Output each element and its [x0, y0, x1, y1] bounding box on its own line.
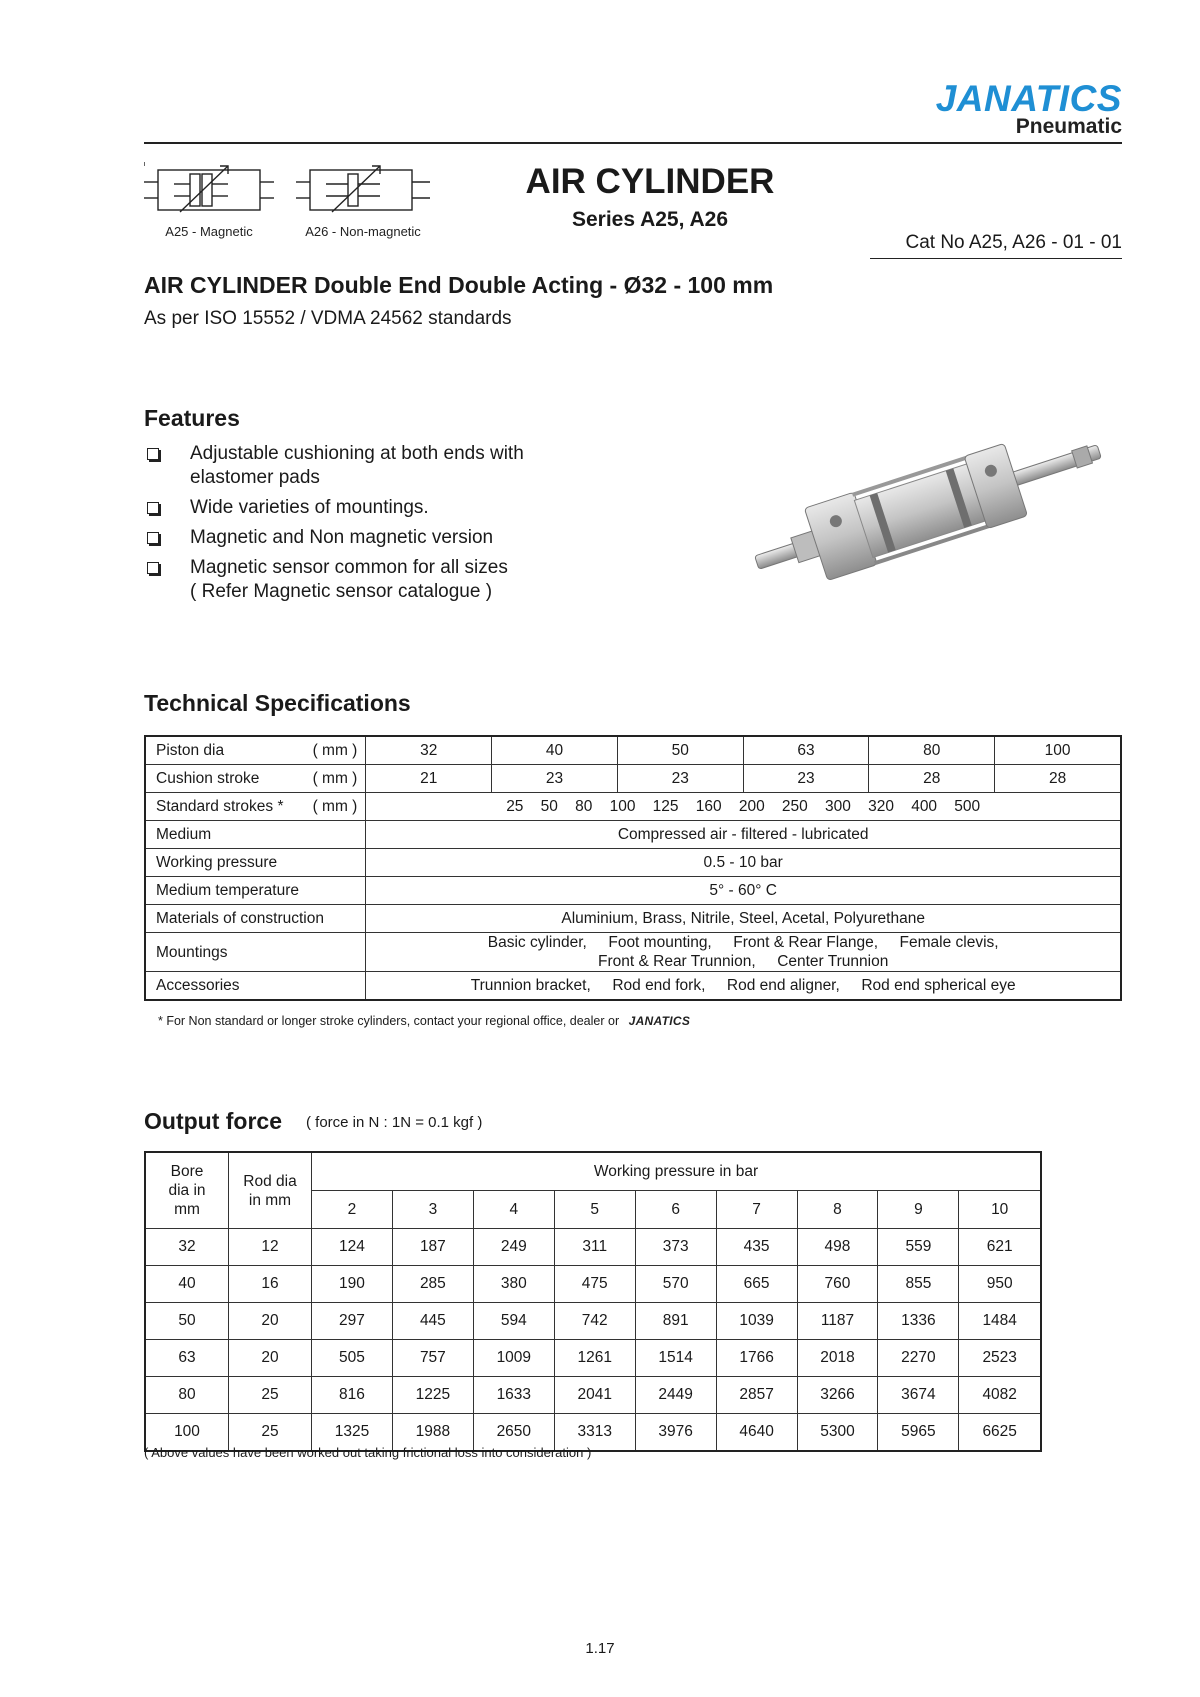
table-cell: 23 — [743, 765, 869, 793]
checkbox-bullet-icon — [147, 502, 159, 514]
spec-footnote — [158, 1014, 690, 1028]
table-cell: 100 — [995, 736, 1121, 765]
force-cell: 3313 — [554, 1414, 635, 1452]
table-cell: 32 — [366, 736, 492, 765]
table-row — [145, 1340, 1041, 1377]
rod-cell: 20 — [229, 1303, 312, 1340]
force-cell: 1336 — [878, 1303, 959, 1340]
output-force-unit-note: ( force in N : 1N = 0.1 kgf ) — [306, 1114, 483, 1131]
table-row — [145, 972, 1121, 1001]
force-cell: 190 — [312, 1266, 393, 1303]
header-line: in mm — [248, 1191, 292, 1209]
feature-line: Magnetic and Non magnetic version — [190, 527, 494, 548]
table-row — [145, 1377, 1041, 1414]
list-item — [144, 496, 664, 520]
rod-cell: 25 — [229, 1414, 312, 1452]
table-cell: 25 50 80 100 125 160 200 250 300 320 400 500 — [366, 793, 1121, 821]
force-cell: 855 — [878, 1266, 959, 1303]
force-cell: 3266 — [797, 1377, 878, 1414]
force-cell: 1225 — [392, 1377, 473, 1414]
force-cell: 757 — [392, 1340, 473, 1377]
magnetic-cylinder-symbol-icon — [144, 160, 274, 222]
bore-cell: 63 — [145, 1340, 229, 1377]
rod-cell: 20 — [229, 1340, 312, 1377]
force-cell: 2523 — [959, 1340, 1041, 1377]
table-cell: 28 — [995, 765, 1121, 793]
force-cell: 760 — [797, 1266, 878, 1303]
symbol-caption: A25 - Magnetic — [165, 224, 253, 239]
force-cell: 285 — [392, 1266, 473, 1303]
rod-cell: 16 — [229, 1266, 312, 1303]
rod-header — [229, 1152, 312, 1229]
row-label: Medium temperature — [145, 877, 366, 905]
product-subtitle: AIR CYLINDER Double End Double Acting - Ø32 - 100 mm — [144, 272, 774, 298]
force-cell: 5965 — [878, 1414, 959, 1452]
force-cell: 594 — [473, 1303, 554, 1340]
force-cell: 1633 — [473, 1377, 554, 1414]
pressure-column-header: 9 — [878, 1191, 959, 1229]
tech-specs-table — [144, 735, 1122, 1001]
force-cell: 124 — [312, 1229, 393, 1266]
table-cell: 28 — [869, 765, 995, 793]
checkbox-bullet-icon — [147, 532, 159, 544]
bore-cell: 40 — [145, 1266, 229, 1303]
table-row — [145, 849, 1121, 877]
pressure-column-header: 8 — [797, 1191, 878, 1229]
checkbox-bullet-icon — [147, 448, 159, 460]
tech-specs-heading: Technical Specifications — [144, 690, 411, 716]
force-cell: 3976 — [635, 1414, 716, 1452]
table-cell: 23 — [492, 765, 618, 793]
brand-name: JANATICS — [935, 78, 1122, 119]
force-cell: 1484 — [959, 1303, 1041, 1340]
force-cell: 187 — [392, 1229, 473, 1266]
force-cell: 1766 — [716, 1340, 797, 1377]
force-cell: 475 — [554, 1266, 635, 1303]
table-row — [145, 793, 1121, 821]
table-cell: 50 — [617, 736, 743, 765]
mountings-line: Front & Rear Trunnion, Center Trunnion — [598, 953, 889, 970]
list-item — [144, 556, 664, 604]
force-cell: 2857 — [716, 1377, 797, 1414]
table-cell: Aluminium, Brass, Nitrile, Steel, Acetal, Polyurethane — [366, 905, 1121, 933]
row-label: Materials of construction — [145, 905, 366, 933]
force-cell: 2270 — [878, 1340, 959, 1377]
standards-note: As per ISO 15552 / VDMA 24562 standards — [144, 308, 512, 329]
output-force-heading: Output force — [144, 1108, 282, 1134]
row-label: Accessories — [145, 972, 366, 1001]
feature-line: ( Refer Magnetic sensor catalogue ) — [190, 581, 493, 602]
header-line: Rod dia — [243, 1172, 297, 1190]
force-cell: 2041 — [554, 1377, 635, 1414]
brand-logo — [870, 78, 1122, 138]
force-cell: 1325 — [312, 1414, 393, 1452]
features-list — [144, 442, 664, 610]
bore-cell: 80 — [145, 1377, 229, 1414]
table-row — [145, 905, 1121, 933]
bore-cell: 50 — [145, 1303, 229, 1340]
force-cell: 311 — [554, 1229, 635, 1266]
unit-text: ( mm ) — [312, 741, 358, 759]
page-title: AIR CYLINDER — [525, 162, 775, 201]
force-cell: 4082 — [959, 1377, 1041, 1414]
table-cell — [366, 933, 1121, 972]
force-cell: 498 — [797, 1229, 878, 1266]
table-header-row — [145, 1152, 1041, 1191]
table-row — [145, 736, 1121, 765]
table-row — [145, 765, 1121, 793]
force-cell: 891 — [635, 1303, 716, 1340]
feature-line: Magnetic sensor common for all sizes — [190, 557, 508, 578]
table-row — [145, 1266, 1041, 1303]
force-cell: 505 — [312, 1340, 393, 1377]
force-cell: 1988 — [392, 1414, 473, 1452]
rod-cell: 12 — [229, 1229, 312, 1266]
table-row — [145, 877, 1121, 905]
force-cell: 3674 — [878, 1377, 959, 1414]
force-cell: 1187 — [797, 1303, 878, 1340]
unit-text: ( mm ) — [312, 797, 358, 815]
table-row — [145, 1303, 1041, 1340]
table-cell: 80 — [869, 736, 995, 765]
symbol-caption: A26 - Non-magnetic — [305, 224, 421, 239]
feature-line: Wide varieties of mountings. — [190, 497, 429, 518]
force-cell: 380 — [473, 1266, 554, 1303]
table-row — [145, 821, 1121, 849]
non-magnetic-cylinder-symbol-icon — [296, 160, 430, 222]
bore-cell: 32 — [145, 1229, 229, 1266]
output-force-table — [144, 1151, 1042, 1452]
force-cell: 5300 — [797, 1414, 878, 1452]
pressure-column-header: 5 — [554, 1191, 635, 1229]
pressure-column-header: 2 — [312, 1191, 393, 1229]
row-label — [145, 736, 366, 765]
feature-line: elastomer pads — [190, 467, 320, 488]
force-cell: 1039 — [716, 1303, 797, 1340]
row-label: Medium — [145, 821, 366, 849]
force-table-body — [145, 1229, 1041, 1452]
force-cell: 2449 — [635, 1377, 716, 1414]
catalog-number: Cat No A25, A26 - 01 - 01 — [905, 232, 1122, 253]
catalog-rule — [870, 258, 1122, 259]
header-line: Bore — [170, 1163, 204, 1180]
frictional-loss-note: ( Above values have been worked out taking frictional loss into consideration ) — [144, 1445, 592, 1460]
feature-line: Adjustable cushioning at both ends with — [190, 443, 524, 464]
list-item — [144, 526, 664, 550]
force-cell: 665 — [716, 1266, 797, 1303]
pressure-header: Working pressure in bar — [312, 1152, 1042, 1191]
table-cell: 0.5 - 10 bar — [366, 849, 1121, 877]
force-cell: 2018 — [797, 1340, 878, 1377]
list-item — [144, 442, 664, 490]
footnote-brand-logo: JANATICS — [628, 1014, 691, 1028]
force-cell: 373 — [635, 1229, 716, 1266]
row-label — [145, 793, 366, 821]
force-cell: 297 — [312, 1303, 393, 1340]
force-cell: 249 — [473, 1229, 554, 1266]
table-cell: 63 — [743, 736, 869, 765]
label-text: Piston dia — [156, 741, 225, 759]
force-cell: 1514 — [635, 1340, 716, 1377]
force-cell: 435 — [716, 1229, 797, 1266]
table-cell: 40 — [492, 736, 618, 765]
label-text: Standard strokes * — [156, 797, 284, 815]
row-label: Mountings — [145, 933, 366, 972]
force-cell: 445 — [392, 1303, 473, 1340]
rod-cell: 25 — [229, 1377, 312, 1414]
force-cell: 1261 — [554, 1340, 635, 1377]
force-cell: 6625 — [959, 1414, 1041, 1452]
unit-text: ( mm ) — [312, 769, 358, 787]
force-cell: 570 — [635, 1266, 716, 1303]
brand-subtitle: Pneumatic — [1015, 115, 1122, 138]
pressure-column-header: 6 — [635, 1191, 716, 1229]
force-cell: 4640 — [716, 1414, 797, 1452]
series-label: Series A25, A26 — [571, 208, 729, 231]
force-cell: 621 — [959, 1229, 1041, 1266]
air-cylinder-product-image — [748, 432, 1108, 582]
table-cell: 21 — [366, 765, 492, 793]
checkbox-bullet-icon — [147, 562, 159, 574]
mountings-line: Basic cylinder, Foot mounting, Front & Rear Flange, Female clevis, — [487, 934, 999, 951]
force-cell: 2650 — [473, 1414, 554, 1452]
header-line: dia in — [168, 1182, 206, 1199]
table-row — [145, 933, 1121, 972]
bore-header — [145, 1152, 229, 1229]
table-cell: Compressed air - filtered - lubricated — [366, 821, 1121, 849]
pressure-column-header: 7 — [716, 1191, 797, 1229]
table-row — [145, 1229, 1041, 1266]
force-cell: 1009 — [473, 1340, 554, 1377]
bore-cell: 100 — [145, 1414, 229, 1452]
pressure-column-header: 4 — [473, 1191, 554, 1229]
force-cell: 559 — [878, 1229, 959, 1266]
force-cell: 742 — [554, 1303, 635, 1340]
pressure-column-header: 3 — [392, 1191, 473, 1229]
table-cell: 23 — [617, 765, 743, 793]
force-cell: 816 — [312, 1377, 393, 1414]
header-line: mm — [174, 1201, 200, 1218]
row-label: Working pressure — [145, 849, 366, 877]
force-cell: 950 — [959, 1266, 1041, 1303]
footnote-text: * For Non standard or longer stroke cylinders, contact your regional office, dealer or — [158, 1014, 620, 1028]
table-cell: 5° - 60° C — [366, 877, 1121, 905]
page-number: 1.17 — [585, 1640, 615, 1657]
pressure-column-header: 10 — [959, 1191, 1041, 1229]
features-heading: Features — [144, 405, 240, 431]
header-rule — [144, 142, 1122, 144]
table-cell: Trunnion bracket, Rod end fork, Rod end aligner, Rod end spherical eye — [366, 972, 1121, 1001]
label-text: Cushion stroke — [156, 769, 260, 787]
row-label — [145, 765, 366, 793]
